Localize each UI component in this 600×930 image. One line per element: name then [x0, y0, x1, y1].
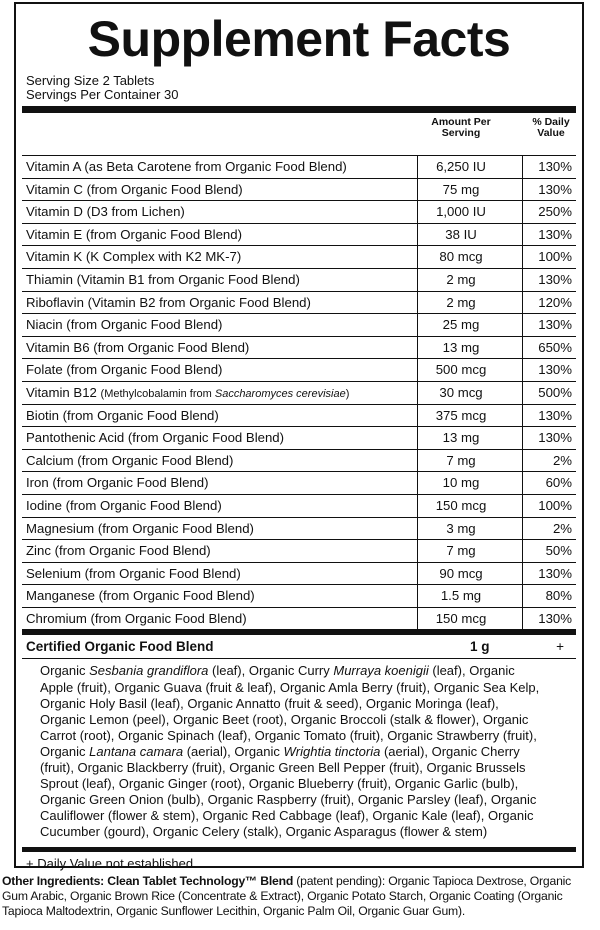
nutrient-row	[22, 608, 576, 631]
column-divider	[522, 269, 523, 291]
nutrient-amount: 1,000 IU	[436, 204, 486, 220]
nutrient-amount: 500 mcg	[435, 362, 487, 378]
nutrient-row	[22, 359, 576, 382]
column-divider	[522, 563, 523, 585]
nutrient-amount: 90 mcg	[439, 565, 483, 581]
amount-header-line2: Serving	[441, 127, 481, 139]
nutrient-amount: 75 mg	[442, 181, 480, 197]
nutrient-daily-value: 130%	[538, 565, 572, 581]
ingredient-species: Lantana camara	[89, 743, 184, 759]
nutrient-name: Manganese (from Organic Food Blend)	[26, 588, 255, 604]
nutrient-name: Pantothenic Acid (from Organic Food Blend)	[26, 430, 285, 446]
nutrient-amount: 150 mcg	[435, 610, 487, 626]
dv-header-line1: % Daily	[532, 116, 570, 128]
daily-value-header	[522, 117, 580, 139]
nutrient-daily-value: 50%	[545, 543, 572, 559]
nutrient-name-end: )	[345, 387, 350, 400]
amount-per-serving-header	[406, 117, 516, 139]
nutrient-daily-value: 2%	[552, 520, 572, 536]
nutrient-name: Biotin (from Organic Food Blend)	[26, 407, 219, 423]
ingredient-text: (aerial), Organic	[183, 743, 284, 759]
nutrient-name: Selenium (from Organic Food Blend)	[26, 565, 241, 581]
nutrient-daily-value: 130%	[538, 362, 572, 378]
other-ingredients-label: Other Ingredients: Clean Tablet Technology™ Blend	[2, 874, 294, 888]
nutrient-name: Vitamin D (D3 from Lichen)	[26, 204, 185, 220]
blend-row	[22, 635, 576, 659]
nutrient-amount: 3 mg	[446, 520, 476, 536]
ingredient-text: (leaf), Organic Apple (fruit), Organic Guava (fruit & leaf), Organic Amla Berry (fruit), Organic Sea Kelp, Organic Holy Basil (leaf), Organic Annatto (fruit & seed), Organic Moringa (leaf), Organic Lemon (peel), Organic Beet (root), Organic Broccoli (stalk & flower), Organic Carrot (root), Organic Spinach (leaf), Organic Tomato (fruit), Organic Strawberry (fruit), Organic	[40, 663, 540, 759]
nutrient-row	[22, 201, 576, 224]
nutrient-row	[22, 246, 576, 269]
nutrient-row	[22, 337, 576, 360]
supplement-facts-panel	[14, 2, 584, 871]
other-ingredients-text: (patent pending): Organic Tapioca Dextrose, Organic Gum Arabic, Organic Brown Rice (Concentrate & Extract), Organic Potato Starch, Organic Coating (Organic Tapioca Maltodextrin, Organic Sunflower Lecithin, Organic Palm Oil, Organic Guar Gum).	[2, 874, 572, 918]
nutrient-daily-value: 650%	[538, 339, 572, 355]
nutrient-name: Calcium (from Organic Food Blend)	[26, 452, 234, 468]
column-divider	[522, 359, 523, 381]
column-header-row	[22, 113, 576, 156]
column-divider	[522, 495, 523, 517]
blend-daily-value: +	[556, 639, 564, 655]
column-divider	[522, 382, 523, 404]
nutrient-name: Vitamin A (as Beta Carotene from Organic Food Blend)	[26, 159, 347, 174]
column-divider	[522, 540, 523, 562]
ingredient-species: Sesbania grandiflora	[89, 663, 209, 679]
nutrient-row	[22, 269, 576, 292]
nutrient-amount: 375 mcg	[435, 407, 487, 423]
nutrient-name: Vitamin C (from Organic Food Blend)	[26, 181, 243, 197]
column-divider	[522, 179, 523, 201]
nutrient-daily-value: 130%	[538, 181, 572, 197]
daily-value-footnote: + Daily Value not established.	[26, 855, 197, 871]
nutrient-amount: 1.5 mg	[440, 588, 482, 604]
nutrient-amount: 38 IU	[445, 226, 477, 242]
column-divider	[522, 337, 523, 359]
ingredient-species: Wrightia tinctoria	[283, 743, 381, 759]
nutrient-amount: 80 mcg	[439, 249, 483, 265]
nutrient-name: Vitamin K (K Complex with K2 MK-7)	[26, 249, 242, 265]
nutrient-amount: 6,250 IU	[436, 159, 486, 174]
nutrient-name: Iodine (from Organic Food Blend)	[26, 497, 222, 513]
column-divider	[522, 314, 523, 336]
column-divider	[522, 405, 523, 427]
serving-info	[16, 74, 582, 102]
nutrient-daily-value: 80%	[545, 588, 572, 604]
nutrient-daily-value: 130%	[538, 407, 572, 423]
nutrient-daily-value: 500%	[538, 384, 572, 400]
nutrient-row	[22, 518, 576, 541]
nutrient-row	[22, 382, 576, 405]
nutrient-amount: 10 mg	[442, 475, 480, 491]
nutrient-row	[22, 427, 576, 450]
column-divider	[522, 246, 523, 268]
amount-header-line1: Amount Per	[431, 116, 491, 128]
nutrient-amount: 7 mg	[446, 452, 476, 468]
nutrient-row	[22, 314, 576, 337]
ingredient-text: (leaf), Organic Curry	[208, 663, 334, 679]
nutrient-name: Niacin (from Organic Food Blend)	[26, 317, 223, 333]
nutrient-amount: 30 mcg	[439, 384, 483, 400]
nutrient-name	[26, 382, 349, 406]
nutrient-table	[22, 156, 576, 630]
column-divider	[522, 608, 523, 630]
nutrient-amount: 2 mg	[446, 271, 476, 287]
blend-amount: 1 g	[470, 639, 490, 655]
nutrient-name: Iron (from Organic Food Blend)	[26, 475, 209, 491]
nutrient-daily-value: 130%	[538, 610, 572, 626]
nutrient-daily-value: 2%	[552, 452, 572, 468]
column-divider	[522, 156, 523, 178]
nutrient-daily-value: 130%	[538, 430, 572, 446]
column-divider	[522, 518, 523, 540]
dv-header-line2: Value	[537, 127, 565, 139]
nutrient-row	[22, 224, 576, 247]
nutrient-name: Magnesium (from Organic Food Blend)	[26, 520, 254, 536]
nutrient-name-source: (Methylcobalamin from	[100, 387, 215, 400]
nutrient-name: Zinc (from Organic Food Blend)	[26, 543, 211, 559]
nutrient-daily-value: 130%	[538, 226, 572, 242]
nutrient-daily-value: 60%	[545, 475, 572, 491]
nutrient-daily-value: 130%	[538, 159, 572, 174]
other-ingredients	[2, 874, 598, 918]
nutrient-name: Folate (from Organic Food Blend)	[26, 362, 223, 378]
blend-name: Certified Organic Food Blend	[26, 639, 214, 655]
ingredient-text: Organic	[40, 663, 90, 679]
nutrient-name: Vitamin E (from Organic Food Blend)	[26, 226, 242, 242]
nutrient-name: Chromium (from Organic Food Blend)	[26, 610, 247, 626]
nutrient-name: Thiamin (Vitamin B1 from Organic Food Blend)	[26, 271, 300, 287]
nutrient-row	[22, 563, 576, 586]
column-divider	[522, 585, 523, 607]
nutrient-name-main: Vitamin B12	[26, 384, 101, 400]
nutrient-name: Vitamin B6 (from Organic Food Blend)	[26, 339, 250, 355]
nutrient-name: Riboflavin (Vitamin B2 from Organic Food Blend)	[26, 294, 311, 310]
column-divider	[522, 201, 523, 223]
nutrient-row	[22, 405, 576, 428]
nutrient-daily-value: 100%	[538, 497, 572, 513]
nutrient-daily-value: 120%	[538, 294, 572, 310]
nutrient-name-species: Saccharomyces cerevisiae	[214, 387, 346, 400]
nutrient-daily-value: 130%	[538, 317, 572, 333]
nutrient-row	[22, 450, 576, 473]
column-divider	[522, 224, 523, 246]
servings-per-container: Servings Per Container 30	[26, 87, 179, 102]
nutrient-amount: 2 mg	[446, 294, 476, 310]
nutrient-amount: 150 mcg	[435, 497, 487, 513]
nutrient-daily-value: 130%	[538, 271, 572, 287]
nutrient-amount: 7 mg	[446, 543, 476, 559]
nutrient-row	[22, 472, 576, 495]
nutrient-row	[22, 156, 576, 179]
ingredient-species: Murraya koenigii	[333, 663, 429, 679]
panel-title: Supplement Facts	[87, 11, 511, 67]
thick-divider	[22, 106, 576, 113]
ingredient-text: (aerial), Organic Cherry (fruit), Organic Blackberry (fruit), Organic Green Bell Pepper (fruit), Organic Brussels Sprout (leaf), Organic Ginger (root), Organic Blueberry (fruit), Organic Garlic (bulb), Organic Green Onion (bulb), Organic Raspberry (fruit), Organic Parsley (leaf), Organic Cauliflower (flower & stem), Organic Red Cabbage (leaf), Organic Kale (leaf), Organic Cucumber (gourd), Organic Celery (stalk), Organic Asparagus (flower & stem)	[40, 743, 537, 840]
nutrient-row	[22, 540, 576, 563]
serving-size: Serving Size 2 Tablets	[26, 73, 155, 88]
nutrient-row	[22, 585, 576, 608]
nutrient-row	[22, 495, 576, 518]
nutrient-amount: 13 mg	[442, 430, 480, 446]
nutrient-row	[22, 292, 576, 315]
nutrient-amount: 13 mg	[442, 339, 480, 355]
nutrient-daily-value: 100%	[538, 249, 572, 265]
blend-ingredients	[22, 659, 576, 851]
column-divider	[522, 450, 523, 472]
nutrient-daily-value: 250%	[538, 204, 572, 220]
column-divider	[522, 292, 523, 314]
nutrient-amount: 25 mg	[442, 317, 480, 333]
column-divider	[522, 427, 523, 449]
nutrient-row	[22, 179, 576, 202]
column-divider	[522, 472, 523, 494]
